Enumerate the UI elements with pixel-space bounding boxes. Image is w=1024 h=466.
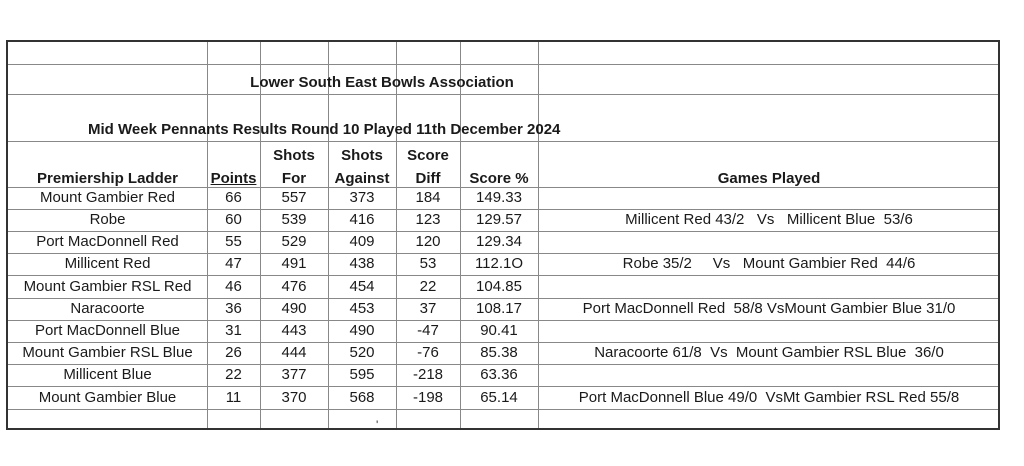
grid-line xyxy=(8,209,998,210)
grid-line xyxy=(8,409,998,410)
header-shots-for-line1: Shots xyxy=(273,147,315,164)
page-subtitle: Mid Week Pennants Results Round 10 Played 11th December 2024 xyxy=(88,121,561,138)
ladder-score-diff: 53 xyxy=(419,255,437,272)
grid-line xyxy=(8,342,998,343)
ladder-shots-against: 490 xyxy=(349,322,375,339)
ladder-score-diff: 22 xyxy=(419,278,437,295)
ladder-shots-against: 409 xyxy=(349,233,375,250)
grid-line xyxy=(8,253,998,254)
ladder-score-diff: 123 xyxy=(415,211,441,228)
ladder-team: Mount Gambier RSL Red xyxy=(23,278,192,295)
ladder-shots-against: 438 xyxy=(349,255,375,272)
grid-line xyxy=(538,42,539,428)
ladder-points: 26 xyxy=(225,344,242,361)
header-shots-against-line2: Against xyxy=(334,170,390,187)
game-result: Millicent Red 43/2 Vs Millicent Blue 53/6 xyxy=(625,211,913,228)
ladder-shots-against: 595 xyxy=(349,366,375,383)
ladder-score-pct: 112.1O xyxy=(474,255,524,272)
header-score-pct: Score % xyxy=(469,170,529,187)
ladder-team: Naracoorte xyxy=(70,300,145,317)
ladder-shots-for: 529 xyxy=(281,233,307,250)
ladder-shots-for: 370 xyxy=(281,389,307,406)
stray-mark: ' xyxy=(376,418,379,432)
ladder-points: 36 xyxy=(225,300,242,317)
ladder-score-diff: 184 xyxy=(415,189,441,206)
ladder-points: 47 xyxy=(225,255,242,272)
grid-line xyxy=(8,231,998,232)
ladder-team: Mount Gambier Red xyxy=(39,189,176,206)
ladder-team: Millicent Blue xyxy=(63,366,152,383)
grid-line xyxy=(8,386,998,387)
grid-line xyxy=(8,275,998,276)
grid-line xyxy=(8,94,998,95)
ladder-score-diff: -218 xyxy=(412,366,444,383)
ladder-score-pct: 129.34 xyxy=(476,233,522,250)
ladder-points: 55 xyxy=(225,233,242,250)
header-score-diff-line2: Diff xyxy=(415,170,441,187)
header-games-played: Games Played xyxy=(717,170,821,187)
ladder-points: 66 xyxy=(225,189,242,206)
ladder-shots-for: 377 xyxy=(281,366,307,383)
ladder-shots-for: 476 xyxy=(281,278,307,295)
ladder-shots-against: 568 xyxy=(349,389,375,406)
grid-line xyxy=(8,364,998,365)
game-result: Port MacDonnell Blue 49/0 VsMt Gambier RSL Red 55/8 xyxy=(578,389,960,406)
ladder-score-diff: -47 xyxy=(417,322,439,339)
ladder-team: Mount Gambier Blue xyxy=(38,389,177,406)
ladder-shots-against: 416 xyxy=(349,211,375,228)
header-shots-against-line1: Shots xyxy=(341,147,383,164)
results-sheet xyxy=(6,40,1000,430)
ladder-points: 60 xyxy=(225,211,242,228)
ladder-score-pct: 65.14 xyxy=(480,389,518,406)
grid-line xyxy=(8,64,998,65)
ladder-shots-for: 490 xyxy=(281,300,307,317)
ladder-team: Millicent Red xyxy=(64,255,151,272)
ladder-team: Port MacDonnell Blue xyxy=(34,322,181,339)
ladder-shots-for: 491 xyxy=(281,255,307,272)
ladder-shots-against: 373 xyxy=(349,189,375,206)
ladder-score-pct: 129.57 xyxy=(476,211,522,228)
grid-line xyxy=(8,320,998,321)
ladder-points: 46 xyxy=(225,278,242,295)
page-title: Lower South East Bowls Association xyxy=(250,74,514,91)
ladder-score-diff: -76 xyxy=(417,344,439,361)
ladder-shots-for: 539 xyxy=(281,211,307,228)
ladder-shots-for: 444 xyxy=(281,344,307,361)
ladder-score-pct: 108.17 xyxy=(476,300,522,317)
game-result: Port MacDonnell Red 58/8 VsMount Gambier Blue 31/0 xyxy=(582,300,956,317)
ladder-score-diff: 37 xyxy=(419,300,437,317)
header-ladder: Premiership Ladder xyxy=(37,170,178,187)
ladder-shots-against: 454 xyxy=(349,278,375,295)
ladder-shots-for: 557 xyxy=(281,189,307,206)
ladder-points: 31 xyxy=(225,322,242,339)
ladder-team: Port MacDonnell Red xyxy=(36,233,179,250)
ladder-shots-for: 443 xyxy=(281,322,307,339)
ladder-score-diff: -198 xyxy=(412,389,444,406)
ladder-points: 22 xyxy=(225,366,242,383)
grid-line xyxy=(8,298,998,299)
header-points: Points xyxy=(210,170,257,187)
grid-line xyxy=(8,141,998,142)
ladder-shots-against: 520 xyxy=(349,344,375,361)
header-score-diff-line1: Score xyxy=(407,147,449,164)
ladder-points: 11 xyxy=(225,389,242,406)
game-result: Robe 35/2 Vs Mount Gambier Red 44/6 xyxy=(622,255,916,272)
ladder-score-diff: 120 xyxy=(415,233,441,250)
ladder-score-pct: 149.33 xyxy=(476,189,522,206)
ladder-score-pct: 90.41 xyxy=(480,322,518,339)
ladder-team: Mount Gambier RSL Blue xyxy=(22,344,193,361)
ladder-score-pct: 63.36 xyxy=(480,366,518,383)
ladder-score-pct: 85.38 xyxy=(480,344,518,361)
ladder-team: Robe xyxy=(89,211,126,228)
ladder-score-pct: 104.85 xyxy=(476,278,522,295)
game-result: Naracoorte 61/8 Vs Mount Gambier RSL Blue 36/0 xyxy=(594,344,944,361)
ladder-shots-against: 453 xyxy=(349,300,375,317)
header-shots-for-line2: For xyxy=(281,170,307,187)
